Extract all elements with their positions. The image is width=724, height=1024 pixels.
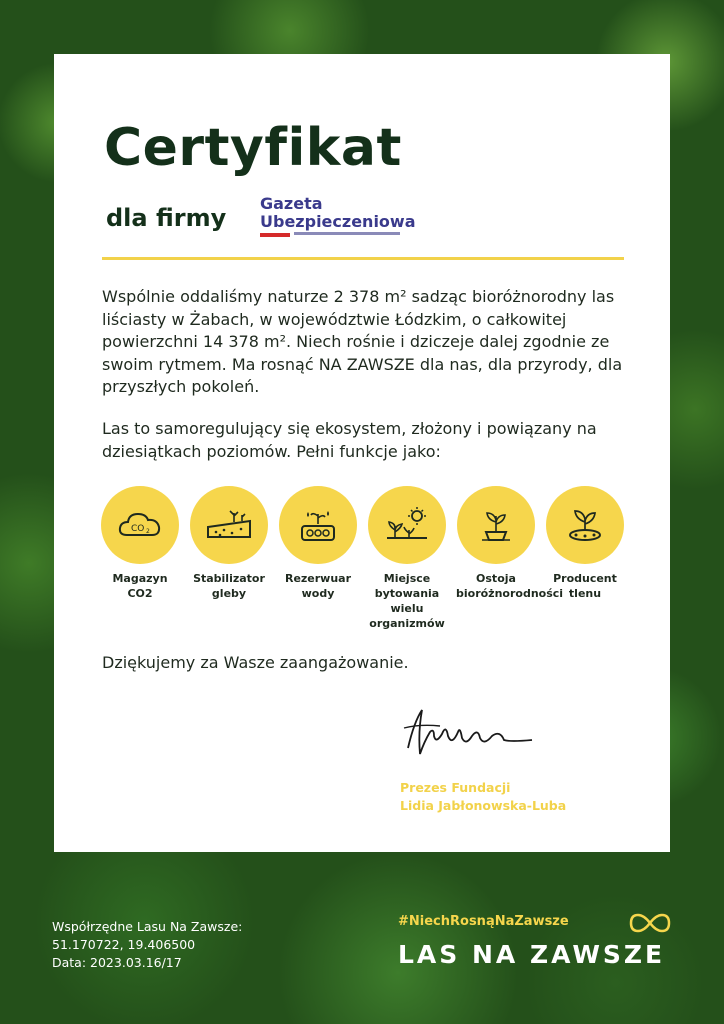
company-logo: [260, 194, 416, 242]
logo-red-bar: [260, 233, 290, 237]
function-label: Rezerwuar wody: [284, 572, 352, 600]
logo-line2: Ubezpieczeniowa: [260, 212, 416, 231]
ecosystem-paragraph: Las to samoregulujący się ekosystem, złożony i powiązany na dziesiątkach poziomów. Pełni funkcje jako:: [102, 419, 597, 461]
functions-row: [100, 486, 640, 636]
signature-role: Prezes Fundacji: [400, 780, 511, 795]
function-item: [545, 486, 625, 601]
infinity-logo-icon: [628, 912, 672, 938]
function-item: [100, 486, 180, 601]
coords-label: Współrzędne Lasu Na Zawsze:: [52, 919, 243, 934]
signature-name: Lidia Jabłonowska-Luba: [400, 798, 567, 813]
thanks-text: Dziękujemy za Wasze zaangażowanie.: [102, 653, 409, 672]
function-item: [367, 486, 447, 631]
coords-value: 51.170722, 19.406500: [52, 937, 196, 952]
signature-image: [400, 702, 540, 762]
function-item: [456, 486, 564, 601]
intro-paragraph: Wspólnie oddaliśmy naturze 2 378 m² sadząc bioróżnorodny las liściasty w Żabach, w województwie Łódzkim, o całkowitej powierzchni 14 378 m². Niech rośnie i dziczeje dalej zgodnie ze swoim rytmem. Ma rosnąć NA ZAWSZE dla nas, dla przyrody, dla przyszłych pokoleń.: [102, 287, 623, 396]
function-label: Producent tlenu: [553, 572, 617, 600]
function-label: Ostoja bioróżnorodności: [456, 572, 564, 600]
svg-text:CO: CO: [131, 524, 145, 534]
date-text: Data: 2023.03.16/17: [52, 955, 182, 970]
leaf-sprout-icon: [546, 486, 624, 564]
soil-icon: [190, 486, 268, 564]
co2-cloud-icon: [101, 486, 179, 564]
hashtag: #NiechRosnąNaZawsze: [398, 914, 569, 929]
certificate-title: Certyfikat: [104, 118, 402, 178]
forest-coordinates: [52, 918, 242, 972]
function-label: Miejsce bytowania wielu organizmów: [369, 572, 445, 630]
svg-text:2: 2: [146, 528, 150, 535]
brand-wordmark: LAS NA ZAWSZE: [398, 940, 666, 969]
function-label: Stabilizator gleby: [193, 572, 265, 600]
water-reservoir-icon: [279, 486, 357, 564]
sun-plants-icon: [368, 486, 446, 564]
logo-fine-print: [294, 232, 400, 235]
for-company-label: dla firmy: [106, 204, 227, 232]
certificate-card: [54, 54, 670, 852]
function-item: [189, 486, 269, 601]
plant-pot-icon: [457, 486, 535, 564]
function-item: [278, 486, 358, 601]
function-label: Magazyn CO2: [112, 572, 168, 600]
yellow-divider: [102, 257, 624, 260]
logo-line1: Gazeta: [260, 194, 323, 213]
